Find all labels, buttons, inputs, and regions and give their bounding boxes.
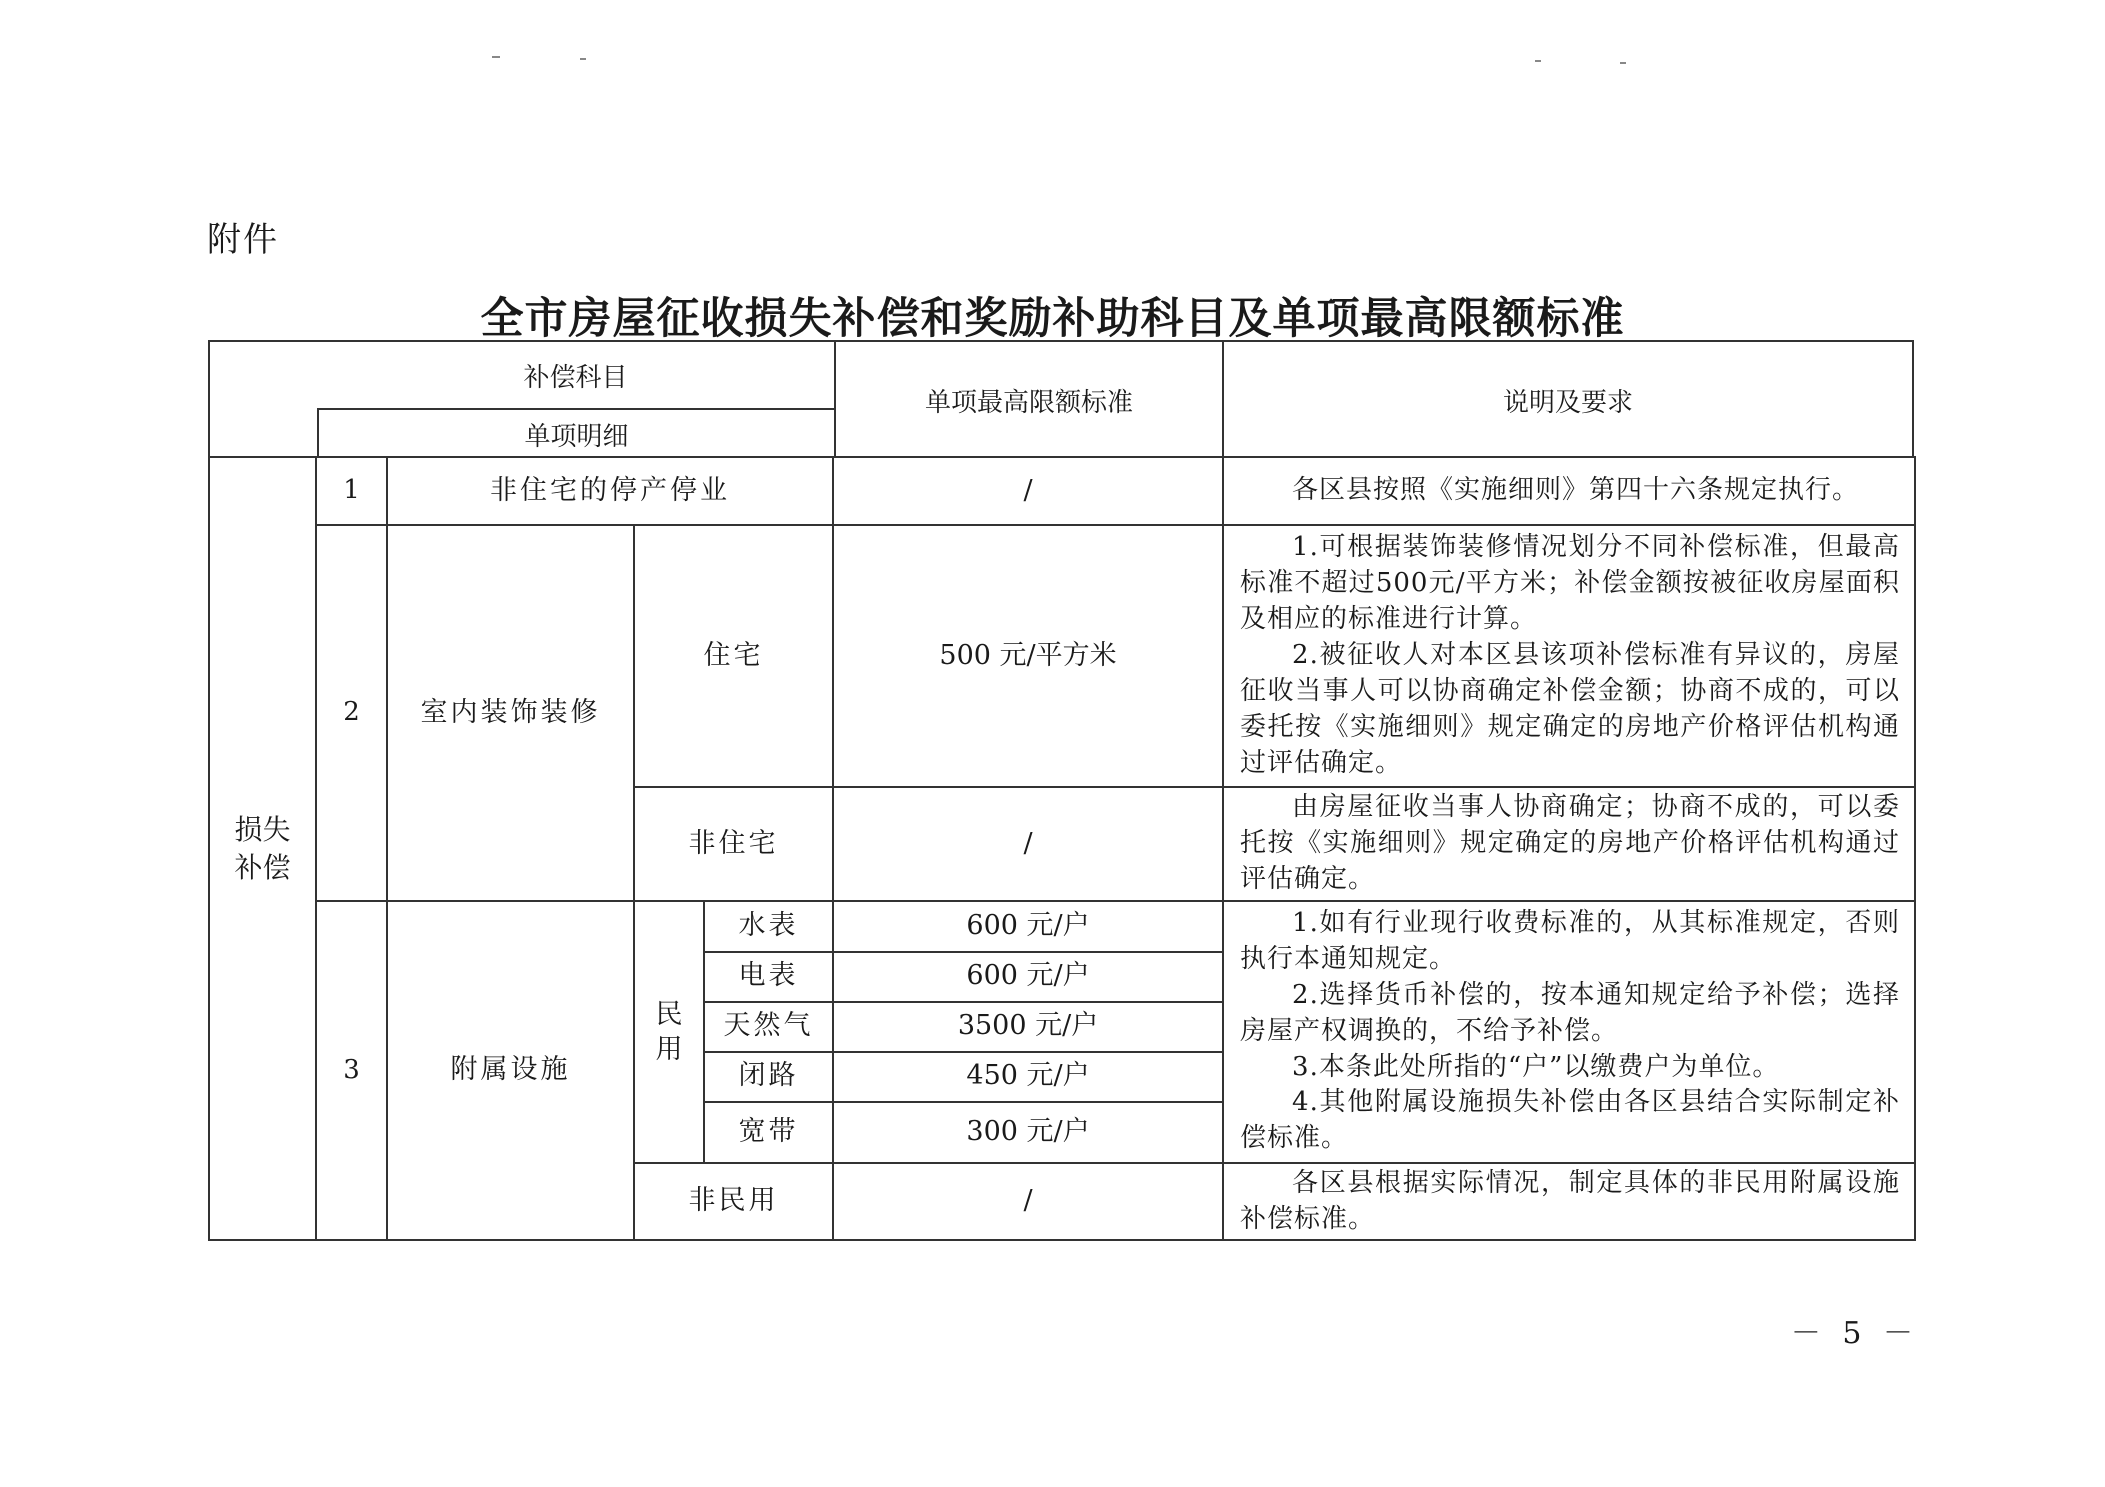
row-2-residential-notes (1223, 525, 1915, 787)
row-1-item: 非住宅的停产停业 (387, 457, 833, 525)
row-2-nonresidential-label: 非住宅 (634, 787, 833, 901)
row-3-civil-item-name: 闭路 (704, 1052, 833, 1102)
row-3-civil-item-name: 水表 (704, 901, 833, 952)
header-limit: 单项最高限额标准 (834, 342, 1224, 458)
row-2-number: 2 (316, 525, 387, 901)
scan-mark (492, 56, 500, 58)
row-3-number: 3 (316, 901, 387, 1241)
row-3-civil-note-4: 4.其他附属设施损失补偿由各区县结合实际制定补偿标准。 (1240, 1087, 1901, 1154)
attachment-label: 附件 (207, 220, 279, 260)
row-3-noncivil-note-1: 各区县根据实际情况，制定具体的非民用附属设施补偿标准。 (1240, 1167, 1901, 1234)
row-1-limit: / (833, 457, 1223, 525)
row-3-noncivil-label: 非民用 (634, 1163, 833, 1241)
row-2-nonresidential-limit: / (833, 787, 1223, 901)
row-3-civil-item-limit: 600 元/户 (833, 901, 1223, 952)
row-3-civil-item-limit: 600 元/户 (833, 952, 1223, 1002)
category-line-2: 补偿 (234, 850, 291, 884)
row-1-note-1: 各区县按照《实施细则》第四十六条规定执行。 (1292, 475, 1860, 506)
row-3-civil-note-1: 1.如有行业现行收费标准的，从其标准规定，否则执行本通知规定。 (1240, 908, 1901, 974)
row-3-civil-item-limit: 300 元/户 (833, 1102, 1223, 1163)
row-3-civil-item-name: 电表 (704, 952, 833, 1002)
row-3-civil-item-name: 宽带 (704, 1102, 833, 1163)
row-3-civil-item-name: 天然气 (704, 1002, 833, 1052)
row-3-civil-note-2: 2.选择货币补偿的，按本通知规定给予补偿；选择房屋产权调换的，不给予补偿。 (1240, 979, 1901, 1046)
row-2-residential-limit: 500 元/平方米 (833, 525, 1223, 787)
row-3-civil-label (634, 901, 704, 1163)
row-3-noncivil-limit: / (833, 1163, 1223, 1241)
header-notes: 说明及要求 (1502, 387, 1633, 418)
compensation-table-wrapper (208, 340, 1914, 1241)
row-3-civil-item-limit: 3500 元/户 (833, 1002, 1223, 1052)
row-2-residential-note-2: 2.被征收人对本区县该项补偿标准有异议的，房屋征收当事人可以协商确定补偿金额；协商不成的，可以委托按《实施细则》规定确定的房地产价格评估机构通过评估确定。 (1240, 640, 1901, 778)
row-1-number: 1 (316, 457, 387, 525)
header-subject: 补偿科目 (523, 362, 628, 393)
category-line-1: 损失 (234, 812, 291, 846)
row-2-nonresidential-note-1: 由房屋征收当事人协商确定；协商不成的，可以委托按《实施细则》规定确定的房地产价格评估机构通过评估确定。 (1240, 792, 1901, 894)
document-title: 全市房屋征收损失补偿和奖励补助科目及单项最高限额标准 (480, 294, 1625, 344)
row-3-civil-note-3: 3.本条此处所指的“户”以缴费户为单位。 (1292, 1051, 1780, 1082)
scan-mark (1620, 62, 1626, 64)
row-3-civil-item-limit: 450 元/户 (833, 1052, 1223, 1102)
row-3-civil-char-2: 用 (655, 1033, 683, 1065)
row-2-residential-label: 住宅 (634, 525, 833, 787)
row-1-notes (1223, 457, 1915, 525)
scan-mark (1535, 60, 1541, 62)
row-3-civil-notes (1223, 901, 1915, 1163)
row-3-item: 附属设施 (387, 901, 634, 1241)
scan-mark (580, 58, 586, 60)
header-detail: 单项明细 (317, 408, 834, 458)
page-number: － 5 － (1790, 1316, 1919, 1351)
category-loss-compensation (209, 457, 316, 1240)
row-2-nonresidential-notes (1223, 787, 1915, 901)
row-3-noncivil-notes (1223, 1163, 1915, 1241)
table-header (208, 340, 1914, 456)
row-2-residential-note-1: 1.可根据装饰装修情况划分不同补偿标准，但最高标准不超过500元/平方米；补偿金额按被征收房屋面积及相应的标准进行计算。 (1240, 532, 1901, 635)
row-2-item: 室内装饰装修 (387, 525, 634, 901)
row-3-civil-char-1: 民 (655, 998, 683, 1030)
compensation-table (208, 456, 1916, 1241)
